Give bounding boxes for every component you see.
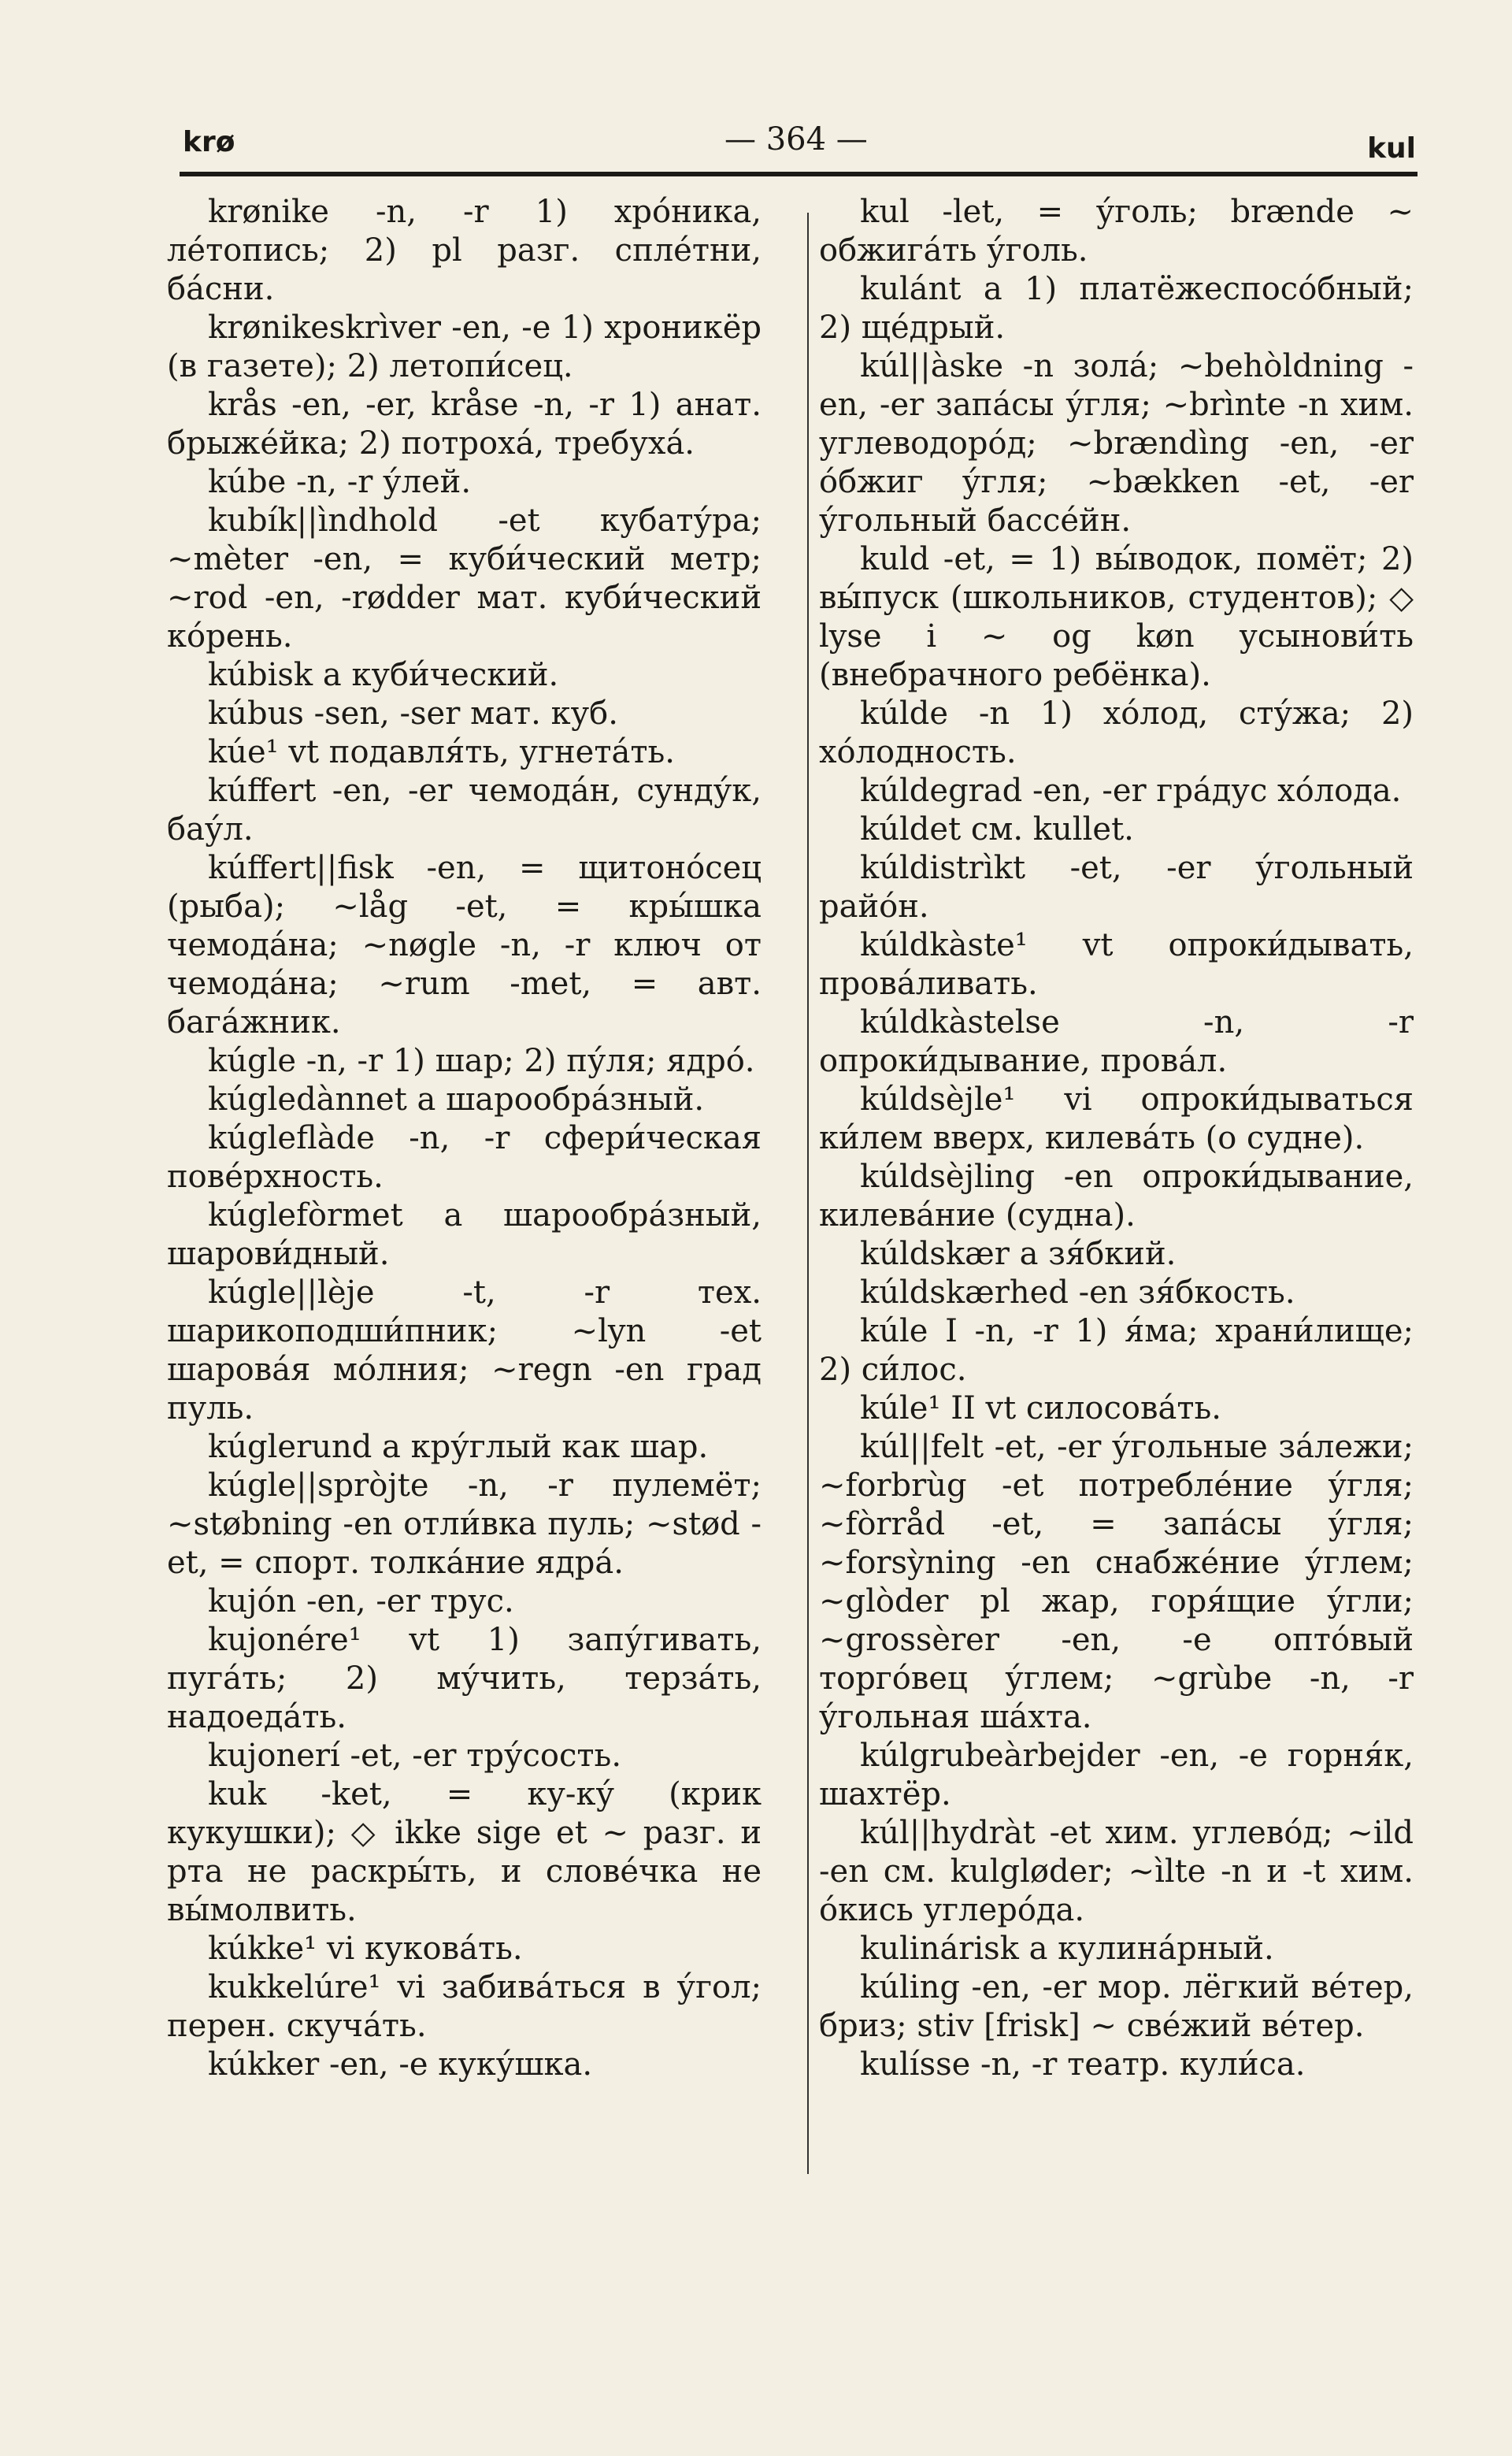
dictionary-entry: kúgle||spròjte -n, -r пулемёт; ~støbning -en отли́вка пуль; ~stød -et, = спорт. толка́ние ядра́. xyxy=(167,1467,762,1581)
dictionary-entry: krønike -n, -r 1) хро́ника, ле́топись; 2) pl разг. спле́тни, ба́сни. xyxy=(167,194,762,307)
dictionary-entry: kukkelúre¹ vi забива́ться в у́гол; перен. скуча́ть. xyxy=(167,1969,762,2044)
dictionary-entry: kuk -ket, = ку-ку́ (крик кукушки); ◇ ikke sige et ~ разг. и рта не раскры́ть, и слове́чка не вы́молвить. xyxy=(167,1776,762,1928)
dictionary-entry: krønikeskrìver -en, -e 1) хроникёр (в газете); 2) летопи́сец. xyxy=(167,310,762,384)
dictionary-entry: kúldegrad -en, -er гра́дус хо́лода. xyxy=(860,773,1402,809)
dictionary-entry: kúl||hydràt -et хим. углево́д; ~ild -en см. kulgløder; ~ìlte -n и -t хим. о́кись углеро́да. xyxy=(819,1815,1414,1928)
dictionary-entry: kúldkàste¹ vt опроки́дывать, прова́ливать. xyxy=(819,927,1414,1002)
dictionary-entry: kúlgrubeàrbejder -en, -e горня́к, шахтёр. xyxy=(819,1738,1414,1812)
dictionary-entry: kúling -en, -er мор. лёгкий ве́тер, бриз; stiv [frisk] ~ све́жий ве́тер. xyxy=(819,1969,1414,2044)
header-rule xyxy=(180,172,1418,176)
dictionary-entry: kúe¹ vt подавля́ть, угнета́ть. xyxy=(208,734,675,770)
dictionary-entry: kúgle||lèje -t, -r тех. шарикоподши́пник; ~lyn -et шарова́я мо́лния; ~regn -en град пуль. xyxy=(167,1274,762,1426)
column-divider xyxy=(807,213,809,2174)
dictionary-entry: kúl||felt -et, -er у́гольные за́лежи; ~forbrùg -et потребле́ние у́гля; ~fòrråd -et, = запа́сы у́гля; ~forsỳning -en снабже́ние у́глем; ~glòder pl жар, горя́щие у́гли; ~grossèrer -en, -e опто́вый торго́вец у́глем; ~grùbe -n, -r у́гольная ша́хта. xyxy=(819,1429,1414,1735)
dictionary-entry: kúle¹ II vt силосова́ть. xyxy=(860,1390,1221,1426)
dictionary-entry: kúglerund a кру́глый как шар. xyxy=(208,1429,709,1465)
dictionary-entry: kúldskærhed -en зя́бкость. xyxy=(860,1274,1295,1311)
left-column xyxy=(167,193,762,2084)
right-running-headword: kul xyxy=(1367,132,1416,165)
dictionary-entry: kúglefòrmet a шарообра́зный, шарови́дный. xyxy=(167,1197,762,1272)
dictionary-entry: kúgle -n, -r 1) шар; 2) пу́ля; ядро́. xyxy=(208,1043,755,1079)
dictionary-entry: kúkker -en, -e куку́шка. xyxy=(208,2046,593,2083)
dictionary-entry: kulánt a 1) платёжеспосо́бный; 2) ще́дрый. xyxy=(819,271,1414,346)
dictionary-entry: kúle I -n, -r 1) я́ма; храни́лище; 2) си́лос. xyxy=(819,1313,1414,1388)
dictionary-entry: kúldistrìkt -et, -er у́гольный райо́н. xyxy=(819,850,1414,925)
page-number: — 364 — xyxy=(724,121,868,158)
dictionary-entry: kúbisk a куби́ческий. xyxy=(208,657,559,693)
dictionary-entry: kujón -en, -er трус. xyxy=(208,1583,514,1619)
dictionary-entry: kúbe -n, -r у́лей. xyxy=(208,464,472,500)
left-running-headword: krø xyxy=(183,126,235,158)
dictionary-entry: kúlde -n 1) хо́лод, сту́жа; 2) хо́лодность. xyxy=(819,696,1414,770)
dictionary-entry: kul -let, = у́голь; brænde ~ обжига́ть у́голь. xyxy=(819,194,1414,269)
dictionary-entry: kúldet см. kullet. xyxy=(860,811,1134,848)
dictionary-entry: kujonére¹ vt 1) запу́гивать, пуга́ть; 2) му́чить, терза́ть, надоеда́ть. xyxy=(167,1622,762,1735)
dictionary-entry: kúgledànnet a шарообра́зный. xyxy=(208,1081,705,1118)
dictionary-entry: kúldsèjling -en опроки́дывание, килева́ние (судна). xyxy=(819,1159,1414,1234)
dictionary-entry: kúgleflàde -n, -r сфери́ческая пове́рхность. xyxy=(167,1120,762,1195)
dictionary-entry: kujonerí -et, -er тру́сость. xyxy=(208,1738,622,1774)
right-column xyxy=(819,193,1414,2084)
dictionary-entry: krås -en, -er, kråse -n, -r 1) анат. брыже́йка; 2) потроха́, требуха́. xyxy=(167,387,762,462)
dictionary-entry: kúldsèjle¹ vi опроки́дываться ки́лем вверх, килева́ть (о судне). xyxy=(819,1081,1414,1156)
dictionary-entry: kubík||ìndhold -et кубату́ра; ~mèter -en, = куби́ческий метр; ~rod -en, -rødder мат. куби́ческий ко́рень. xyxy=(167,503,762,655)
dictionary-entry: kúldskær a зя́бкий. xyxy=(860,1236,1177,1272)
dictionary-entry: kúffert -en, -er чемода́н, сунду́к, бау́л. xyxy=(167,773,762,848)
dictionary-entry: kulísse -n, -r театр. кули́са. xyxy=(860,2046,1306,2083)
dictionary-entry: kulinárisk a кулина́рный. xyxy=(860,1931,1274,1967)
dictionary-entry: kúbus -sen, -ser мат. куб. xyxy=(208,696,618,732)
dictionary-entry: kuld -et, = 1) вы́водок, помёт; 2) вы́пуск (школьников, студентов); ◇ lyse i ~ og køn усынови́ть (внебрачного ребёнка). xyxy=(819,541,1414,693)
dictionary-entry: kúffert||fisk -en, = щитоно́сец (рыба); ~låg -et, = кры́шка чемода́на; ~nøgle -n, -r ключ от чемода́на; ~rum -met, = авт. бага́жник. xyxy=(167,850,762,1041)
dictionary-entry: kúldkàstelse -n, -r опроки́дывание, прова́л. xyxy=(819,1004,1414,1079)
dictionary-entry: kúl||àske -n зола́; ~behòldning -en, -er запа́сы у́гля; ~brìnte -n хим. углеводоро́д; ~brændìng -en, -er о́бжиг у́гля; ~bækken -et, -er у́гольный бассе́йн. xyxy=(819,348,1414,539)
dictionary-entry: kúkke¹ vi кукова́ть. xyxy=(208,1931,523,1967)
